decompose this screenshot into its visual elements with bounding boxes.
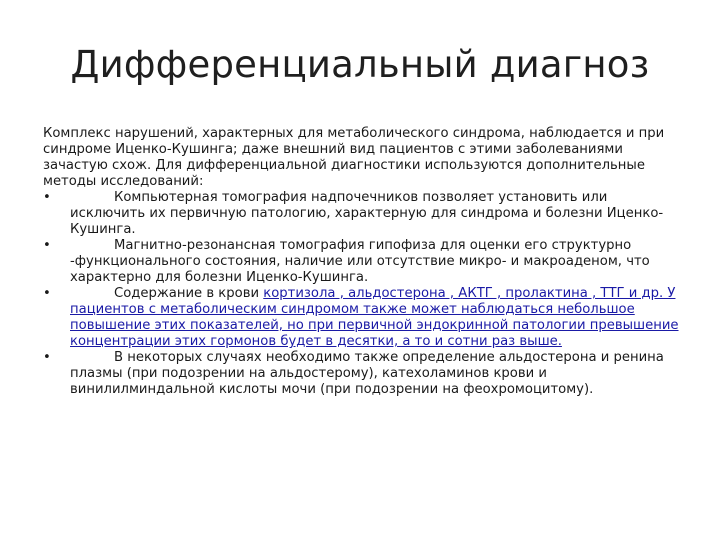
list-item: [43, 286, 683, 350]
slide-content: [43, 126, 683, 398]
bullet-icon: •: [43, 238, 51, 253]
bullet-text-mri: Магнитно-резонансная томография гипофиза для оценки его структурно -функционального состояния, наличие или отсутствие микро- и макроаденом, что характерно для болезни Иценко-Кушинга.: [70, 238, 650, 285]
bullet-text-aldosterone: В некоторых случаях необходимо также определение альдостерона и ренина плазмы (при подозрении на альдостерому), катехоламинов крови и винилилминдальной кислоты мочи (при подозрении на феохромоцитому).: [70, 350, 664, 397]
bullet-icon: •: [43, 350, 51, 365]
bullet-list: [43, 190, 683, 398]
intro-paragraph: Комплекс нарушений, характерных для метаболического синдрома, наблюдается и при синдроме Иценко-Кушинга; даже внешний вид пациентов с этими заболеваниями зачастую схож. Для дифференциальной диагностики используются дополнительные методы исследований:: [43, 126, 665, 189]
bullet-text-ct: Компьютерная томография надпочечников позволяет установить или исключить их первичную патологию, характерную для синдрома и болезни Иценко-Кушинга.: [70, 190, 664, 237]
bullet-icon: •: [43, 190, 51, 205]
list-item: [43, 238, 683, 286]
bullet-text-blood: Содержание в крови: [114, 286, 264, 301]
hormones-link[interactable]: кортизола , альдостерона , АКТГ , пролактина , ТТГ и др. У пациентов с метаболическим синдромом также может наблюдаться небольшое повышение этих показателей, но при первичной эндокринной патологии превышение концентрации этих гормонов будет в десятки, а то и сотни раз выше.: [70, 286, 679, 349]
bullet-icon: •: [43, 286, 51, 301]
list-item: [43, 350, 683, 398]
list-item: [43, 190, 683, 238]
slide-title: Дифференциальный диагноз: [70, 43, 650, 86]
